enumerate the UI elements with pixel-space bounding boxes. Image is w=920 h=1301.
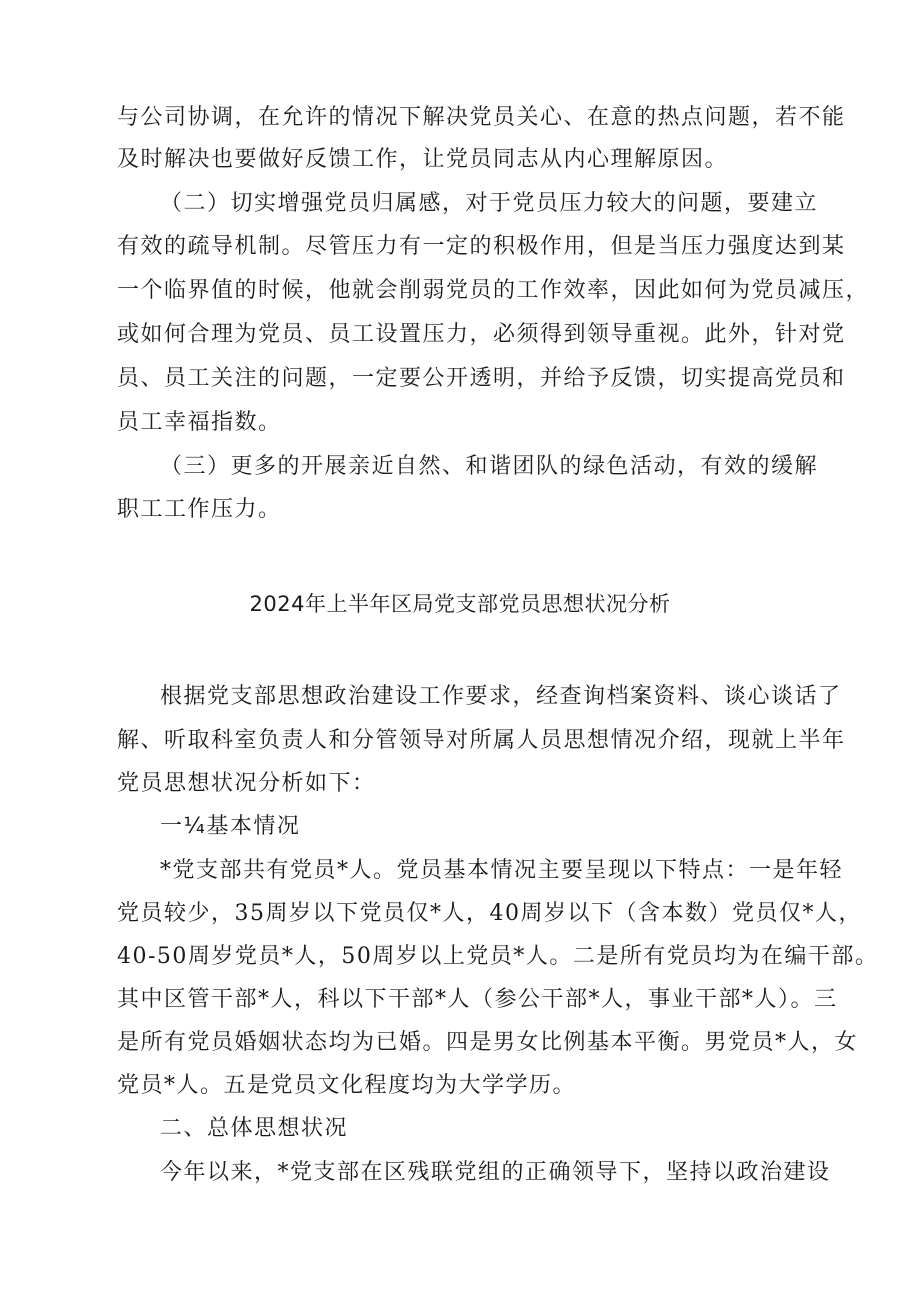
text-line: 40-50周岁党员*人，50周岁以上党员*人。二是所有党员均为在编干部。 <box>117 944 879 969</box>
text-line: （二）切实增强党员归属感，对于党员压力较大的问题，要建立 <box>160 191 819 216</box>
text-line: 员工幸福指数。 <box>117 410 282 435</box>
text-line: 党员思想状况分析如下： <box>117 771 376 796</box>
text-line: 今年以来，*党支部在区残联党组的正确领导下，坚持以政治建设 <box>160 1160 831 1185</box>
text-line: 与公司协调，在允许的情况下解决党员关心、在意的热点问题，若不能 <box>117 105 846 130</box>
text-line: 其中区管干部*人，科以下干部*人（参公干部*人，事业干部*人）。三 <box>117 987 838 1012</box>
text-line: 一个临界值的时候，他就会削弱党员的工作效率，因此如何为党员减压， <box>117 278 870 303</box>
text-line: 或如何合理为党员、员工设置压力，必须得到领导重视。此外，针对党 <box>117 322 846 347</box>
document-title: 2024年上半年区局党支部党员思想状况分析 <box>249 592 671 616</box>
text-line: 根据党支部思想政治建设工作要求，经查询档案资料、谈心谈话了 <box>160 684 842 709</box>
text-line: 及时解决也要做好反馈工作，让党员同志从内心理解原因。 <box>117 147 729 172</box>
text-line: 职工工作压力。 <box>117 497 282 522</box>
text-line: 党员较少，35周岁以下党员仅*人，40周岁以下（含本数）党员仅*人， <box>117 901 862 926</box>
text-line: 员、员工关注的问题，一定要公开透明，并给予反馈，切实提高党员和 <box>117 366 846 391</box>
text-line: 党员*人。五是党员文化程度均为大学学历。 <box>117 1073 577 1098</box>
section-heading-overall: 二、总体思想状况 <box>160 1116 349 1141</box>
text-line: 是所有党员婚姻状态均为已婚。四是男女比例基本平衡。男党员*人，女 <box>117 1030 859 1055</box>
text-line: （三）更多的开展亲近自然、和谐团队的绿色活动，有效的缓解 <box>160 454 819 479</box>
section-heading-basic: 一¼基本情况 <box>160 814 301 839</box>
text-line: 有效的疏导机制。尽管压力有一定的积极作用，但是当压力强度达到某 <box>117 234 846 259</box>
text-line: 解、听取科室负责人和分管领导对所属人员思想情况介绍，现就上半年 <box>117 728 846 753</box>
text-line: *党支部共有党员*人。党员基本情况主要呈现以下特点：一是年轻 <box>160 858 844 883</box>
